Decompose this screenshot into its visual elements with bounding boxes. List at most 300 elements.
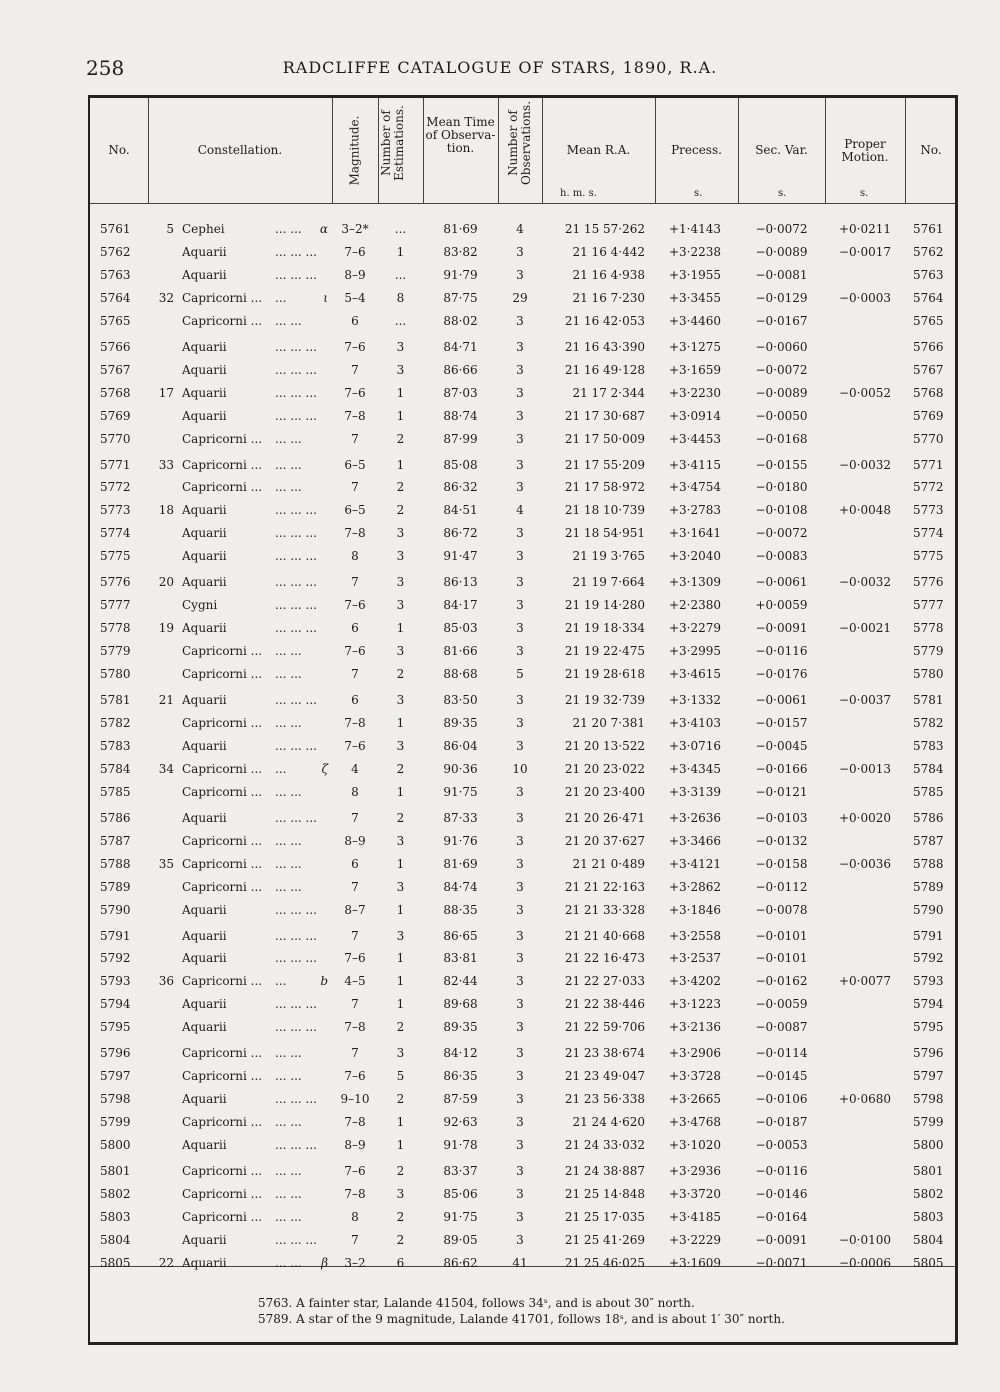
flamsteed-number: 21 [158, 693, 174, 707]
leader-dots: ... ... ... [275, 738, 317, 753]
star-number: 5779 [100, 644, 131, 659]
observations: 3 [516, 1138, 524, 1153]
star-number: 5789 [100, 879, 131, 894]
mean-time: 84·74 [443, 879, 478, 894]
observations: 3 [516, 856, 524, 871]
star-number-right: 5803 [913, 1209, 944, 1224]
header-observations: Number of Observations. [506, 100, 533, 186]
secular-variation: −0·0132 [755, 833, 808, 848]
magnitude: 4–5 [344, 974, 366, 989]
constellation: Aquarii [182, 408, 227, 423]
estimations: 1 [396, 408, 405, 423]
magnitude: 8 [351, 1209, 359, 1224]
flamsteed-number: 36 [158, 974, 174, 989]
secular-variation: −0·0072 [755, 362, 808, 377]
star-number: 5781 [100, 693, 131, 707]
star-number: 5791 [100, 928, 131, 943]
mean-ra: 21 20 23·400 [564, 784, 645, 799]
secular-variation: −0·0116 [755, 644, 808, 659]
star-number: 5782 [100, 715, 131, 730]
magnitude: 8–9 [344, 267, 366, 282]
mean-ra: 21 25 14·848 [564, 1186, 645, 1201]
star-number: 5761 [100, 222, 131, 236]
precession: +3·2783 [668, 503, 722, 518]
star-number: 5803 [100, 1209, 131, 1224]
star-number-right: 5776 [913, 575, 944, 590]
star-number: 5772 [100, 480, 131, 495]
magnitude: 7 [351, 480, 359, 495]
mean-ra: 21 25 17·035 [564, 1209, 645, 1224]
mean-ra: 21 22 27·033 [564, 974, 645, 989]
leader-dots: ... ... ... [275, 526, 317, 541]
precession: +3·2279 [668, 621, 722, 636]
observations: 3 [516, 621, 524, 636]
footnote: 5763. A fainter star, Lalande 41504, follows 34ˢ, and is about 30″ north. [258, 1296, 695, 1310]
constellation: Capricorni ... [182, 1209, 263, 1224]
star-number-right: 5787 [913, 833, 944, 848]
observations: 3 [516, 313, 524, 328]
star-number-right: 5785 [913, 784, 944, 799]
constellation: Aquarii [182, 1255, 227, 1270]
star-number-right: 5771 [913, 457, 944, 472]
proper-motion: −0·0037 [838, 693, 892, 707]
constellation: Aquarii [182, 1020, 227, 1035]
star-number-right: 5794 [913, 997, 944, 1012]
flamsteed-number: 19 [158, 621, 174, 636]
estimations: 3 [396, 879, 405, 894]
star-number: 5763 [100, 267, 131, 282]
unit-pm: s. [860, 188, 869, 199]
secular-variation: −0·0060 [755, 339, 808, 354]
constellation: Aquarii [182, 997, 227, 1012]
star-number: 5769 [100, 408, 131, 423]
constellation: Aquarii [182, 362, 227, 377]
leader-dots: ... ... ... [275, 1232, 317, 1247]
estimations: ... [394, 313, 407, 328]
estimations: 2 [396, 503, 405, 518]
precession: +3·2238 [668, 244, 722, 259]
star-number-right: 5782 [913, 715, 944, 730]
secular-variation: −0·0059 [755, 997, 808, 1012]
star-number: 5790 [100, 902, 131, 917]
magnitude: 7–8 [344, 526, 366, 541]
constellation: Aquarii [182, 1092, 227, 1107]
secular-variation: −0·0168 [755, 431, 808, 446]
estimations: ... [394, 222, 407, 236]
star-number: 5784 [100, 761, 131, 776]
star-number: 5771 [100, 457, 131, 472]
star-number-right: 5778 [913, 621, 944, 636]
proper-motion: +0·0680 [838, 1092, 892, 1107]
observations: 3 [516, 951, 524, 966]
star-number: 5770 [100, 431, 131, 446]
observations: 3 [516, 457, 524, 472]
star-number-right: 5774 [913, 526, 944, 541]
mean-ra: 21 16 42·053 [564, 313, 645, 328]
constellation: Aquarii [182, 902, 227, 917]
mean-ra: 21 19 7·664 [572, 575, 645, 590]
star-number: 5766 [100, 339, 131, 354]
star-number: 5788 [100, 856, 131, 871]
precession: +3·3728 [668, 1069, 722, 1084]
bayer-letter: β [321, 1255, 328, 1270]
leader-dots: ... ... ... [275, 997, 317, 1012]
star-number-right: 5790 [913, 902, 944, 917]
magnitude: 3–2* [341, 222, 369, 236]
secular-variation: −0·0114 [755, 1046, 808, 1061]
estimations: 2 [396, 667, 405, 682]
magnitude: 7–8 [344, 715, 366, 730]
catalogue-table [88, 95, 958, 1345]
constellation: Capricorni ... [182, 431, 263, 446]
precession: +3·4202 [668, 974, 722, 989]
mean-ra: 21 16 43·390 [564, 339, 645, 354]
observations: 3 [516, 526, 524, 541]
magnitude: 7–6 [344, 339, 366, 354]
observations: 3 [516, 810, 524, 825]
constellation: Aquarii [182, 503, 227, 518]
constellation: Capricorni ... [182, 1069, 263, 1084]
star-number: 5776 [100, 575, 131, 590]
magnitude: 6–5 [344, 457, 366, 472]
observations: 3 [516, 1020, 524, 1035]
leader-dots: ... ... ... [275, 244, 317, 259]
mean-ra: 21 19 14·280 [564, 598, 645, 613]
estimations: 1 [396, 997, 405, 1012]
constellation: Aquarii [182, 1138, 227, 1153]
precession: +3·2229 [668, 1232, 722, 1247]
star-number: 5792 [100, 951, 131, 966]
column-rule [498, 98, 499, 203]
estimations: 2 [396, 761, 405, 776]
mean-time: 85·08 [443, 457, 478, 472]
magnitude: 6 [351, 313, 359, 328]
magnitude: 8–7 [344, 902, 366, 917]
star-number-right: 5789 [913, 879, 944, 894]
leader-dots: ... ... ... [275, 810, 317, 825]
magnitude: 6 [351, 693, 359, 707]
precession: +3·4345 [668, 761, 722, 776]
observations: 3 [516, 1092, 524, 1107]
mean-time: 83·82 [443, 244, 478, 259]
header-precess: Precess. [671, 143, 722, 157]
unit-precess: s. [694, 188, 703, 199]
mean-time: 91·78 [443, 1138, 478, 1153]
estimations: 1 [396, 974, 405, 989]
precession: +3·2136 [668, 1020, 722, 1035]
mean-time: 91·76 [443, 833, 478, 848]
estimations: 1 [396, 784, 405, 799]
leader-dots: ... ... [275, 879, 302, 894]
mean-ra: 21 24 33·032 [564, 1138, 645, 1153]
observations: 3 [516, 974, 524, 989]
star-number-right: 5792 [913, 951, 944, 966]
estimations: 2 [396, 431, 405, 446]
precession: +3·3139 [668, 784, 722, 799]
magnitude: 7–8 [344, 408, 366, 423]
constellation: Aquarii [182, 1232, 227, 1247]
magnitude: 7–6 [344, 385, 366, 400]
mean-time: 85·06 [443, 1186, 478, 1201]
magnitude: 8 [351, 784, 359, 799]
mean-time: 87·59 [443, 1092, 478, 1107]
flamsteed-number: 18 [158, 503, 174, 518]
mean-ra: 21 17 58·972 [564, 480, 645, 495]
leader-dots: ... ... ... [275, 928, 317, 943]
estimations: 3 [396, 693, 405, 707]
secular-variation: −0·0061 [755, 693, 808, 707]
star-number-right: 5767 [913, 362, 944, 377]
mean-ra: 21 23 38·674 [564, 1046, 645, 1061]
estimations: 1 [396, 1138, 405, 1153]
mean-time: 88·68 [443, 667, 478, 682]
star-number-right: 5784 [913, 761, 944, 776]
flamsteed-number: 32 [158, 290, 174, 305]
secular-variation: −0·0166 [755, 761, 808, 776]
precession: +3·1309 [668, 575, 722, 590]
leader-dots: ... ... [275, 856, 302, 871]
star-number: 5778 [100, 621, 131, 636]
estimations: 1 [396, 856, 405, 871]
magnitude: 6 [351, 621, 359, 636]
star-number-right: 5783 [913, 738, 944, 753]
mean-time: 87·99 [443, 431, 478, 446]
observations: 3 [516, 339, 524, 354]
star-number-right: 5772 [913, 480, 944, 495]
star-number-right: 5786 [913, 810, 944, 825]
estimations: 1 [396, 385, 405, 400]
mean-time: 87·03 [443, 385, 478, 400]
proper-motion: −0·0032 [838, 575, 892, 590]
constellation: Capricorni ... [182, 667, 263, 682]
precession: +3·4460 [668, 313, 722, 328]
precession: +3·0914 [668, 408, 722, 423]
leader-dots: ... ... ... [275, 693, 317, 707]
secular-variation: −0·0146 [755, 1186, 808, 1201]
proper-motion: −0·0052 [838, 385, 892, 400]
mean-ra: 21 23 49·047 [564, 1069, 645, 1084]
leader-dots: ... ... [275, 1186, 302, 1201]
magnitude: 7–6 [344, 738, 366, 753]
mean-time: 81·69 [443, 856, 478, 871]
mean-time: 86·04 [443, 738, 478, 753]
star-number-right: 5796 [913, 1046, 944, 1061]
leader-dots: ... ... ... [275, 1020, 317, 1035]
mean-time: 91·75 [443, 1209, 478, 1224]
leader-dots: ... ... ... [275, 362, 317, 377]
observations: 3 [516, 644, 524, 659]
mean-time: 81·69 [443, 222, 478, 236]
mean-ra: 21 20 26·471 [564, 810, 645, 825]
mean-ra: 21 19 18·334 [564, 621, 645, 636]
magnitude: 5–4 [344, 290, 366, 305]
estimations: 3 [396, 339, 405, 354]
mean-ra: 21 25 41·269 [564, 1232, 645, 1247]
precession: +3·4615 [668, 667, 722, 682]
mean-time: 89·68 [443, 997, 478, 1012]
star-number-right: 5768 [913, 385, 944, 400]
estimations: 1 [396, 1115, 405, 1130]
header-sec-var: Sec. Var. [755, 143, 808, 157]
constellation: Cygni [182, 598, 218, 613]
mean-time: 84·51 [443, 503, 478, 518]
constellation: Capricorni ... [182, 784, 263, 799]
unit-ra: h. m. s. [560, 188, 597, 199]
star-number-right: 5793 [913, 974, 944, 989]
star-number: 5797 [100, 1069, 131, 1084]
observations: 3 [516, 244, 524, 259]
secular-variation: −0·0081 [755, 267, 808, 282]
constellation: Capricorni ... [182, 313, 263, 328]
leader-dots: ... ... [275, 313, 302, 328]
star-number-right: 5762 [913, 244, 944, 259]
proper-motion: −0·0017 [838, 244, 892, 259]
star-number-right: 5763 [913, 267, 944, 282]
leader-dots: ... ... [275, 480, 302, 495]
precession: +3·2040 [668, 549, 722, 564]
leader-dots: ... ... ... [275, 503, 317, 518]
magnitude: 7 [351, 928, 359, 943]
mean-time: 83·81 [443, 951, 478, 966]
secular-variation: −0·0129 [755, 290, 808, 305]
mean-time: 85·03 [443, 621, 478, 636]
star-number-right: 5779 [913, 644, 944, 659]
star-number: 5765 [100, 313, 131, 328]
observations: 3 [516, 385, 524, 400]
secular-variation: −0·0078 [755, 902, 808, 917]
magnitude: 7–6 [344, 644, 366, 659]
observations: 3 [516, 1115, 524, 1130]
magnitude: 7–6 [344, 1069, 366, 1084]
star-number: 5762 [100, 244, 131, 259]
bayer-letter: ι [323, 290, 328, 305]
estimations: 2 [396, 480, 405, 495]
star-number-right: 5765 [913, 313, 944, 328]
proper-motion: +0·0077 [838, 974, 892, 989]
constellation: Aquarii [182, 575, 227, 590]
mean-time: 89·05 [443, 1232, 478, 1247]
secular-variation: −0·0157 [755, 715, 808, 730]
star-number: 5780 [100, 667, 131, 682]
precession: +3·3466 [668, 833, 722, 848]
star-number-right: 5795 [913, 1020, 944, 1035]
estimations: 1 [396, 902, 405, 917]
precession: +3·2906 [668, 1046, 722, 1061]
magnitude: 7–6 [344, 598, 366, 613]
magnitude: 8 [351, 549, 359, 564]
secular-variation: −0·0162 [755, 974, 808, 989]
leader-dots: ... ... [275, 833, 302, 848]
constellation: Aquarii [182, 738, 227, 753]
observations: 3 [516, 431, 524, 446]
observations: 3 [516, 575, 524, 590]
star-number: 5794 [100, 997, 131, 1012]
leader-dots: ... ... ... [275, 598, 317, 613]
observations: 3 [516, 362, 524, 377]
observations: 3 [516, 879, 524, 894]
mean-time: 88·35 [443, 902, 478, 917]
leader-dots: ... ... ... [275, 575, 317, 590]
estimations: 2 [396, 1164, 405, 1178]
leader-dots: ... ... ... [275, 408, 317, 423]
mean-ra: 21 19 28·618 [564, 667, 645, 682]
mean-ra: 21 18 54·951 [564, 526, 645, 541]
flamsteed-number: 33 [158, 457, 174, 472]
header-estimations: Number of Estimations. [379, 105, 406, 181]
secular-variation: −0·0103 [755, 810, 808, 825]
magnitude: 7–8 [344, 1186, 366, 1201]
secular-variation: −0·0091 [755, 621, 808, 636]
estimations: 2 [396, 1232, 405, 1247]
secular-variation: −0·0116 [755, 1164, 808, 1178]
observations: 3 [516, 715, 524, 730]
constellation: Aquarii [182, 385, 227, 400]
precession: +1·4143 [668, 222, 722, 236]
mean-ra: 21 15 57·262 [564, 222, 645, 236]
constellation: Capricorni ... [182, 480, 263, 495]
observations: 3 [516, 738, 524, 753]
header-constellation: Constellation. [197, 143, 283, 157]
star-number-right: 5799 [913, 1115, 944, 1130]
proper-motion: +0·0020 [838, 810, 892, 825]
mean-ra: 21 19 3·765 [572, 549, 645, 564]
constellation: Capricorni ... [182, 457, 263, 472]
constellation: Capricorni ... [182, 1115, 263, 1130]
header-mean-time: Mean Time of Observa- tion. [425, 115, 496, 155]
secular-variation: −0·0050 [755, 408, 808, 423]
star-number: 5774 [100, 526, 131, 541]
observations: 29 [512, 290, 528, 305]
constellation: Capricorni ... [182, 879, 263, 894]
mean-time: 91·75 [443, 784, 478, 799]
constellation: Cephei [182, 222, 225, 236]
secular-variation: −0·0155 [755, 457, 808, 472]
estimations: 3 [396, 598, 405, 613]
proper-motion: −0·0100 [838, 1232, 892, 1247]
leader-dots: ... ... [275, 1046, 302, 1061]
mean-ra: 21 20 23·022 [564, 761, 645, 776]
secular-variation: −0·0176 [755, 667, 808, 682]
mean-ra: 21 18 10·739 [564, 503, 645, 518]
mean-time: 83·50 [443, 693, 478, 707]
magnitude: 7 [351, 362, 359, 377]
observations: 4 [516, 222, 524, 236]
magnitude: 7 [351, 879, 359, 894]
leader-dots: ... ... [275, 644, 302, 659]
secular-variation: −0·0101 [755, 951, 808, 966]
estimations: 2 [396, 1092, 405, 1107]
secular-variation: +0·0059 [755, 598, 808, 613]
precession: +3·1332 [668, 693, 722, 707]
star-number-right: 5800 [913, 1138, 944, 1153]
secular-variation: −0·0087 [755, 1020, 808, 1035]
precession: +3·3720 [668, 1186, 722, 1201]
secular-variation: −0·0108 [755, 503, 808, 518]
estimations: 5 [396, 1069, 405, 1084]
mean-ra: 21 17 55·209 [564, 457, 645, 472]
mean-time: 88·02 [443, 313, 478, 328]
magnitude: 8–9 [344, 1138, 366, 1153]
precession: +3·1609 [668, 1255, 722, 1270]
secular-variation: −0·0101 [755, 928, 808, 943]
precession: +3·2936 [668, 1164, 722, 1178]
mean-ra: 21 22 38·446 [564, 997, 645, 1012]
observations: 5 [516, 667, 524, 682]
mean-ra: 21 20 37·627 [564, 833, 645, 848]
mean-time: 83·37 [443, 1164, 478, 1178]
precession: +3·4115 [668, 457, 722, 472]
mean-time: 89·35 [443, 1020, 478, 1035]
